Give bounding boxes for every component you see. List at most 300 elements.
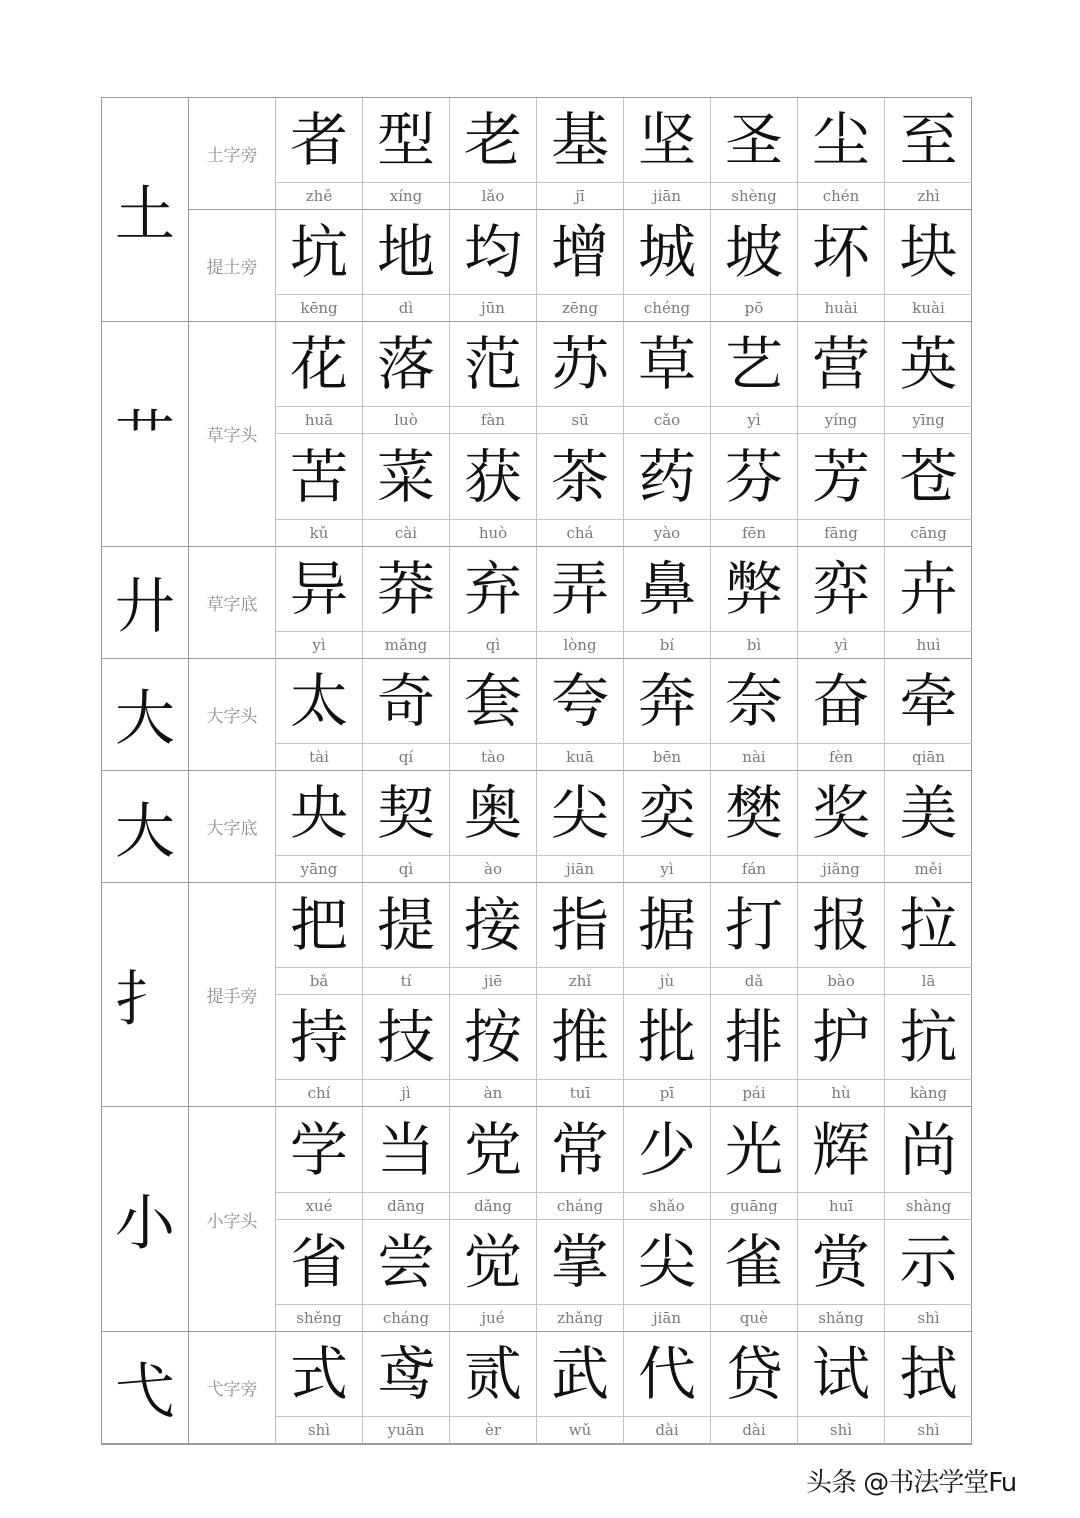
character-pinyin: pō <box>744 299 764 318</box>
character-glyph: 太 <box>276 659 362 744</box>
character-pinyin: jiē <box>483 972 503 991</box>
character-cell <box>624 434 711 546</box>
character-cell <box>276 98 363 210</box>
character-cell <box>276 1220 363 1332</box>
character-cell <box>624 883 711 995</box>
character-cell <box>537 547 624 659</box>
character-glyph: 基 <box>537 98 623 183</box>
character-glyph: 尖 <box>624 1220 710 1305</box>
character-cell <box>537 883 624 995</box>
character-pinyin: qiān <box>911 747 945 766</box>
character-glyph: 夸 <box>537 659 623 744</box>
character-pinyin: fàn <box>480 411 506 430</box>
character-pinyin: kàng <box>909 1084 948 1103</box>
character-cell <box>450 659 537 771</box>
character-cell <box>711 210 798 322</box>
character-cell <box>450 1332 537 1444</box>
character-cell <box>885 1332 972 1444</box>
character-glyph: 把 <box>276 883 362 968</box>
character-glyph: 学 <box>276 1107 362 1192</box>
radical-name: 提土旁 <box>189 210 276 322</box>
character-pinyin: zhǐ <box>568 972 592 991</box>
character-cell <box>276 883 363 995</box>
character-glyph: 落 <box>363 322 449 407</box>
character-cell <box>450 1220 537 1332</box>
character-cell <box>798 1220 885 1332</box>
character-pinyin: nài <box>742 747 766 766</box>
character-glyph: 指 <box>537 883 623 968</box>
character-pinyin: jī <box>575 187 585 206</box>
character-glyph: 鼻 <box>624 547 710 632</box>
character-pinyin: jiān <box>652 1308 682 1327</box>
character-pinyin: jué <box>481 1308 505 1327</box>
character-glyph: 苍 <box>885 434 972 519</box>
character-cell <box>363 1107 450 1219</box>
character-pinyin: huò <box>478 523 508 542</box>
character-cell <box>363 883 450 995</box>
character-glyph: 护 <box>798 995 884 1080</box>
character-cell <box>450 1107 537 1219</box>
character-pinyin: huì <box>916 635 941 654</box>
character-pinyin: shěng <box>296 1308 342 1327</box>
character-glyph: 坡 <box>711 210 797 295</box>
character-pinyin: qì <box>485 635 501 654</box>
character-pinyin: jiān <box>652 187 682 206</box>
character-glyph: 老 <box>450 98 536 183</box>
character-pinyin: jì <box>401 1084 411 1103</box>
character-pinyin: àn <box>483 1084 503 1103</box>
character-cell <box>624 98 711 210</box>
character-pinyin: pī <box>659 1084 675 1103</box>
character-glyph: 试 <box>798 1332 884 1417</box>
character-glyph: 武 <box>537 1332 623 1417</box>
character-glyph: 菜 <box>363 434 449 519</box>
character-cell <box>276 210 363 322</box>
character-pinyin: yì <box>747 411 761 430</box>
radical-glyph: 大 <box>102 659 189 771</box>
character-glyph: 贷 <box>711 1332 797 1417</box>
character-pinyin: lòng <box>563 635 597 654</box>
character-glyph: 苦 <box>276 434 362 519</box>
character-pinyin: shàng <box>905 1196 952 1215</box>
character-glyph: 按 <box>450 995 536 1080</box>
character-cell <box>450 547 537 659</box>
character-cell <box>624 210 711 322</box>
character-pinyin: shǎng <box>818 1308 864 1327</box>
character-pinyin: kǔ <box>309 523 329 542</box>
character-pinyin: shèng <box>731 187 777 206</box>
character-glyph: 常 <box>537 1107 623 1192</box>
character-cell <box>363 1332 450 1444</box>
character-glyph: 觉 <box>450 1220 536 1305</box>
character-pinyin: què <box>739 1308 769 1327</box>
character-glyph: 异 <box>276 547 362 632</box>
radical-name: 提手旁 <box>189 883 276 1107</box>
character-glyph: 代 <box>624 1332 710 1417</box>
character-pinyin: zēng <box>561 299 599 318</box>
character-glyph: 奇 <box>363 659 449 744</box>
character-cell <box>798 883 885 995</box>
character-glyph: 技 <box>363 995 449 1080</box>
character-pinyin: kēng <box>300 299 338 318</box>
character-pinyin: fèn <box>828 747 854 766</box>
character-glyph: 营 <box>798 322 884 407</box>
character-glyph: 奕 <box>624 771 710 856</box>
character-pinyin: cài <box>394 523 418 542</box>
character-glyph: 城 <box>624 210 710 295</box>
character-cell <box>276 434 363 546</box>
character-pinyin: cǎo <box>653 411 681 430</box>
character-pinyin: chí <box>307 1084 331 1103</box>
character-cell <box>537 995 624 1107</box>
character-glyph: 奥 <box>450 771 536 856</box>
character-glyph: 契 <box>363 771 449 856</box>
character-glyph: 樊 <box>711 771 797 856</box>
character-cell <box>537 434 624 546</box>
character-glyph: 坑 <box>276 210 362 295</box>
character-cell <box>885 434 972 546</box>
character-cell <box>537 771 624 883</box>
radical-glyph: 扌 <box>102 883 189 1107</box>
character-pinyin: shì <box>917 1420 940 1439</box>
character-pinyin: bí <box>659 635 675 654</box>
character-pinyin: bào <box>827 972 855 991</box>
character-cell <box>363 98 450 210</box>
character-glyph: 卉 <box>885 547 972 632</box>
character-cell <box>798 1107 885 1219</box>
character-cell <box>363 547 450 659</box>
character-pinyin: luò <box>394 411 418 430</box>
character-cell <box>624 1220 711 1332</box>
character-cell <box>711 322 798 434</box>
character-glyph: 持 <box>276 995 362 1080</box>
radical-glyph: 土 <box>102 98 189 322</box>
character-glyph: 至 <box>885 98 972 183</box>
character-pinyin: cháng <box>556 1196 604 1215</box>
character-pinyin: jūn <box>481 299 505 318</box>
character-pinyin: jiǎng <box>822 860 860 879</box>
character-glyph: 省 <box>276 1220 362 1305</box>
character-pinyin: huài <box>824 299 858 318</box>
character-glyph: 拭 <box>885 1332 972 1417</box>
character-cell <box>276 771 363 883</box>
character-cell <box>885 995 972 1107</box>
character-pinyin: ào <box>484 860 502 879</box>
character-glyph: 者 <box>276 98 362 183</box>
character-glyph: 尝 <box>363 1220 449 1305</box>
radical-name: 小字头 <box>189 1107 276 1331</box>
character-cell <box>885 98 972 210</box>
character-glyph: 块 <box>885 210 972 295</box>
character-glyph: 推 <box>537 995 623 1080</box>
character-cell <box>798 771 885 883</box>
character-cell <box>798 659 885 771</box>
character-pinyin: pái <box>742 1084 766 1103</box>
character-glyph: 赏 <box>798 1220 884 1305</box>
character-cell <box>798 98 885 210</box>
watermark: 头条 @书法学堂Fu <box>806 1468 1017 1498</box>
character-cell <box>798 210 885 322</box>
character-cell <box>711 659 798 771</box>
radical-name: 弋字旁 <box>189 1332 276 1444</box>
character-cell <box>363 995 450 1107</box>
character-pinyin: dǎng <box>474 1196 512 1215</box>
character-glyph: 药 <box>624 434 710 519</box>
character-cell <box>624 547 711 659</box>
radical-name: 大字头 <box>189 659 276 771</box>
character-pinyin: zhě <box>305 187 333 206</box>
character-cell <box>450 322 537 434</box>
character-cell <box>363 1220 450 1332</box>
character-glyph: 弃 <box>450 547 536 632</box>
character-cell <box>537 1220 624 1332</box>
character-glyph: 芳 <box>798 434 884 519</box>
character-pinyin: yāng <box>300 860 338 879</box>
radical-practice-table <box>101 97 972 1445</box>
character-pinyin: chéng <box>643 299 691 318</box>
character-cell <box>450 98 537 210</box>
character-pinyin: dāng <box>387 1196 425 1215</box>
character-glyph: 鸢 <box>363 1332 449 1417</box>
character-cell <box>798 547 885 659</box>
character-pinyin: yì <box>834 635 848 654</box>
character-cell <box>798 995 885 1107</box>
character-glyph: 批 <box>624 995 710 1080</box>
character-cell <box>363 322 450 434</box>
character-glyph: 报 <box>798 883 884 968</box>
character-glyph: 雀 <box>711 1220 797 1305</box>
radical-glyph: 大 <box>102 771 189 883</box>
character-glyph: 打 <box>711 883 797 968</box>
character-pinyin: jù <box>659 972 675 991</box>
character-cell <box>711 1332 798 1444</box>
character-cell <box>537 1107 624 1219</box>
character-cell <box>450 883 537 995</box>
character-glyph: 尖 <box>537 771 623 856</box>
character-pinyin: sū <box>571 411 589 430</box>
character-pinyin: yīng <box>912 411 945 430</box>
character-pinyin: wǔ <box>568 1420 592 1439</box>
character-glyph: 莽 <box>363 547 449 632</box>
character-glyph: 贰 <box>450 1332 536 1417</box>
radical-glyph: 小 <box>102 1107 189 1331</box>
character-glyph: 均 <box>450 210 536 295</box>
character-pinyin: hù <box>831 1084 851 1103</box>
character-cell <box>711 547 798 659</box>
character-cell <box>711 98 798 210</box>
character-pinyin: tài <box>309 747 329 766</box>
character-cell <box>711 1107 798 1219</box>
character-pinyin: bì <box>746 635 762 654</box>
character-pinyin: huī <box>828 1196 854 1215</box>
character-pinyin: èr <box>484 1420 502 1439</box>
character-glyph: 少 <box>624 1107 710 1192</box>
character-glyph: 草 <box>624 322 710 407</box>
character-cell <box>363 771 450 883</box>
character-glyph: 尚 <box>885 1107 972 1192</box>
character-cell <box>537 98 624 210</box>
character-pinyin: bǎ <box>309 972 329 991</box>
character-pinyin: mǎng <box>384 635 428 654</box>
character-pinyin: fāng <box>824 523 858 542</box>
character-cell <box>363 434 450 546</box>
character-cell <box>711 995 798 1107</box>
character-cell <box>276 322 363 434</box>
character-cell <box>711 1220 798 1332</box>
character-glyph: 范 <box>450 322 536 407</box>
character-cell <box>537 659 624 771</box>
character-glyph: 茶 <box>537 434 623 519</box>
character-glyph: 圣 <box>711 98 797 183</box>
character-pinyin: dì <box>398 299 414 318</box>
character-cell <box>711 434 798 546</box>
character-pinyin: zhì <box>917 187 940 206</box>
character-glyph: 排 <box>711 995 797 1080</box>
character-glyph: 尘 <box>798 98 884 183</box>
character-pinyin: qì <box>398 860 414 879</box>
character-pinyin: xíng <box>389 187 423 206</box>
character-cell <box>624 322 711 434</box>
character-glyph: 弄 <box>537 547 623 632</box>
character-glyph: 奔 <box>624 659 710 744</box>
character-glyph: 弊 <box>711 547 797 632</box>
character-pinyin: bēn <box>652 747 682 766</box>
character-cell <box>537 210 624 322</box>
character-glyph: 艺 <box>711 322 797 407</box>
character-cell <box>711 771 798 883</box>
character-cell <box>885 1220 972 1332</box>
radical-name: 草字头 <box>189 322 276 546</box>
character-glyph: 获 <box>450 434 536 519</box>
character-glyph: 坏 <box>798 210 884 295</box>
character-cell <box>537 1332 624 1444</box>
character-pinyin: chá <box>566 523 594 542</box>
character-pinyin: jiān <box>565 860 595 879</box>
character-pinyin: měi <box>914 860 943 879</box>
character-pinyin: yíng <box>824 411 858 430</box>
character-glyph: 坚 <box>624 98 710 183</box>
character-cell <box>798 322 885 434</box>
character-cell <box>885 659 972 771</box>
character-glyph: 型 <box>363 98 449 183</box>
character-glyph: 掌 <box>537 1220 623 1305</box>
character-cell <box>276 547 363 659</box>
character-pinyin: yì <box>312 635 326 654</box>
character-cell <box>885 322 972 434</box>
character-pinyin: kuā <box>566 747 594 766</box>
character-glyph: 接 <box>450 883 536 968</box>
character-cell <box>450 434 537 546</box>
character-pinyin: guāng <box>730 1196 778 1215</box>
character-glyph: 奋 <box>798 659 884 744</box>
character-glyph: 抗 <box>885 995 972 1080</box>
character-glyph: 芬 <box>711 434 797 519</box>
character-pinyin: lǎo <box>481 187 505 206</box>
radical-name: 草字底 <box>189 547 276 659</box>
character-cell <box>624 659 711 771</box>
character-cell <box>624 995 711 1107</box>
character-pinyin: shǎo <box>649 1196 685 1215</box>
character-cell <box>885 547 972 659</box>
character-glyph: 光 <box>711 1107 797 1192</box>
character-cell <box>624 1332 711 1444</box>
radical-glyph: 弋 <box>102 1332 189 1444</box>
character-glyph: 套 <box>450 659 536 744</box>
character-glyph: 奖 <box>798 771 884 856</box>
character-pinyin: lā <box>921 972 936 991</box>
character-pinyin: chén <box>822 187 860 206</box>
character-glyph: 花 <box>276 322 362 407</box>
character-pinyin: tuī <box>569 1084 591 1103</box>
character-cell <box>276 995 363 1107</box>
character-pinyin: dǎ <box>744 972 764 991</box>
character-pinyin: kuài <box>912 299 945 318</box>
character-glyph: 辉 <box>798 1107 884 1192</box>
character-cell <box>885 1107 972 1219</box>
character-pinyin: shì <box>917 1308 940 1327</box>
character-cell <box>624 1107 711 1219</box>
character-pinyin: dài <box>742 1420 766 1439</box>
character-glyph: 弈 <box>798 547 884 632</box>
character-glyph: 当 <box>363 1107 449 1192</box>
radical-name: 土字旁 <box>189 98 276 210</box>
character-cell <box>450 210 537 322</box>
character-glyph: 据 <box>624 883 710 968</box>
character-pinyin: xué <box>305 1196 333 1215</box>
radical-glyph: 艹 <box>102 322 189 546</box>
character-cell <box>450 995 537 1107</box>
character-cell <box>363 210 450 322</box>
character-glyph: 牵 <box>885 659 972 744</box>
character-pinyin: yuān <box>387 1420 425 1439</box>
character-pinyin: cāng <box>910 523 947 542</box>
character-cell <box>537 322 624 434</box>
character-glyph: 央 <box>276 771 362 856</box>
character-glyph: 提 <box>363 883 449 968</box>
character-pinyin: fán <box>741 860 767 879</box>
character-pinyin: yào <box>653 523 681 542</box>
character-pinyin: fēn <box>741 523 767 542</box>
character-pinyin: huā <box>304 411 334 430</box>
radical-name: 大字底 <box>189 771 276 883</box>
character-glyph: 苏 <box>537 322 623 407</box>
character-pinyin: dài <box>655 1420 679 1439</box>
character-cell <box>798 434 885 546</box>
character-pinyin: qí <box>398 747 414 766</box>
character-cell <box>276 1107 363 1219</box>
character-cell <box>798 1332 885 1444</box>
character-cell <box>624 771 711 883</box>
character-pinyin: zhǎng <box>557 1308 603 1327</box>
character-cell <box>276 659 363 771</box>
character-pinyin: shì <box>307 1420 331 1439</box>
character-glyph: 式 <box>276 1332 362 1417</box>
character-cell <box>885 210 972 322</box>
character-cell <box>885 883 972 995</box>
character-pinyin: cháng <box>382 1308 430 1327</box>
character-glyph: 拉 <box>885 883 972 968</box>
character-glyph: 美 <box>885 771 972 856</box>
character-cell <box>450 771 537 883</box>
character-cell <box>276 1332 363 1444</box>
character-glyph: 奈 <box>711 659 797 744</box>
character-glyph: 地 <box>363 210 449 295</box>
character-pinyin: tí <box>400 972 412 991</box>
character-cell <box>885 771 972 883</box>
character-glyph: 党 <box>450 1107 536 1192</box>
character-cell <box>363 659 450 771</box>
character-glyph: 增 <box>537 210 623 295</box>
